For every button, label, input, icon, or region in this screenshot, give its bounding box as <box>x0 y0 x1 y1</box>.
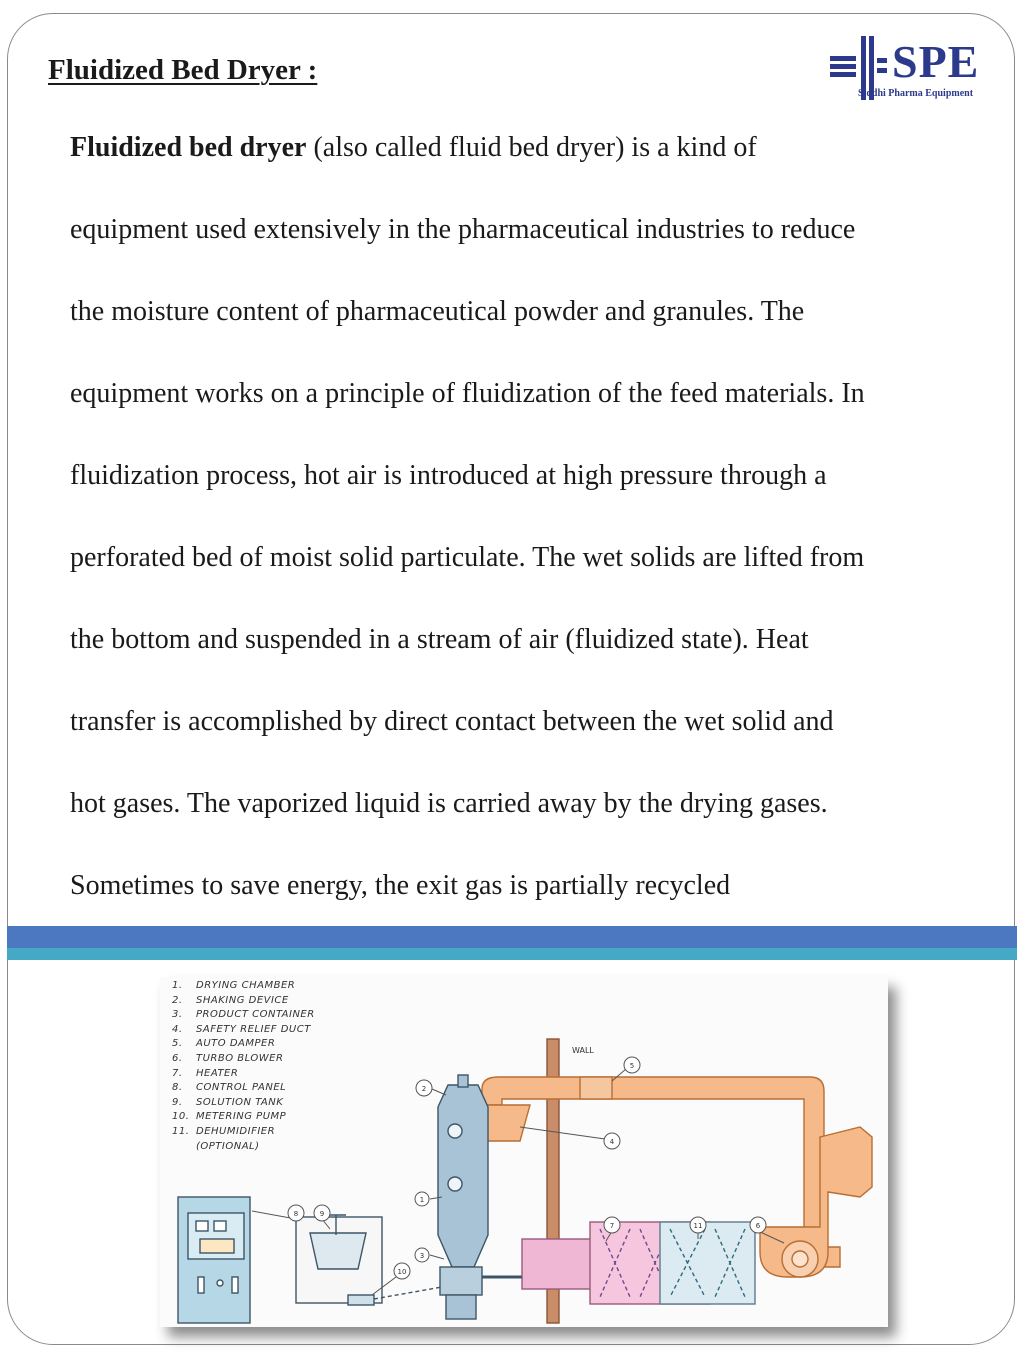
svg-text:6: 6 <box>755 1222 761 1230</box>
svg-text:1: 1 <box>419 1196 425 1204</box>
legend-item: 11. DEHUMIDIFIER <box>172 1125 276 1137</box>
slide-title: Fluidized Bed Dryer : <box>48 54 318 86</box>
svg-text:4: 4 <box>609 1138 615 1146</box>
legend-item: 6. TURBO BLOWER <box>172 1052 284 1064</box>
callout-2 <box>416 1080 446 1096</box>
legend-item: 10. METERING PUMP <box>172 1111 287 1123</box>
decorative-band-blue <box>7 926 1017 948</box>
legend-item: 4. SAFETY RELIEF DUCT <box>172 1023 311 1035</box>
svg-text:10: 10 <box>397 1268 407 1276</box>
legend-item: 5. AUTO DAMPER <box>172 1038 276 1050</box>
paragraph-line: the bottom and suspended in a stream of air (fluidized state). Heat <box>70 624 809 655</box>
legend-item: 9. SOLUTION TANK <box>172 1096 284 1108</box>
logo-tagline: Siddhi Pharma Equipment <box>858 88 974 99</box>
logo-name: SPE <box>892 36 980 87</box>
svg-text:3: 3 <box>419 1252 425 1260</box>
lead-bold-term: Fluidized bed dryer <box>70 132 307 163</box>
svg-text:5: 5 <box>629 1062 635 1070</box>
legend-item: 8. CONTROL PANEL <box>172 1082 287 1094</box>
svg-text:2: 2 <box>421 1085 427 1093</box>
legend-item: 7. HEATER <box>172 1067 239 1079</box>
paragraph-line: transfer is accomplished by direct contact between the wet solid and <box>70 706 834 737</box>
paragraph-line: Sometimes to save energy, the exit gas is partially recycled <box>70 870 731 901</box>
svg-text:11: 11 <box>693 1222 703 1230</box>
paragraph-line: equipment used extensively in the pharmaceutical industries to reduce <box>70 214 856 245</box>
paragraph-line <box>70 122 950 204</box>
paragraph-line: fluidization process, hot air is introduced at high pressure through a <box>70 460 827 491</box>
callout-8 <box>252 1205 304 1221</box>
decorative-band-teal <box>7 948 1017 960</box>
paragraph-line: the moisture content of pharmaceutical powder and granules. The <box>70 296 805 327</box>
svg-text:7: 7 <box>609 1222 615 1230</box>
drying-chamber <box>438 1085 488 1267</box>
callout-4 <box>520 1127 620 1149</box>
paragraph-line-text: (also called fluid bed dryer) is a kind of <box>306 132 757 163</box>
legend-item: (OPTIONAL) <box>196 1140 260 1152</box>
legend-item: 1. DRYING CHAMBER <box>172 980 296 991</box>
legend-item: 3. PRODUCT CONTAINER <box>172 1009 315 1021</box>
legend-item: 2. SHAKING DEVICE <box>172 994 289 1006</box>
fluid-bed-dryer-diagram <box>160 977 888 1327</box>
paragraph-line: perforated bed of moist solid particulate. The wet solids are lifted from <box>70 542 865 573</box>
wall-label: WALL <box>572 1046 594 1055</box>
svg-text:9: 9 <box>319 1210 325 1218</box>
auto-damper <box>580 1077 612 1099</box>
metering-pump <box>348 1295 374 1305</box>
paragraph-line: hot gases. The vaporized liquid is carried away by the drying gases. <box>70 788 828 819</box>
paragraph-line: equipment works on a principle of fluidization of the feed materials. In <box>70 378 865 409</box>
svg-text:8: 8 <box>293 1210 299 1218</box>
equipment-drawing <box>160 977 888 1327</box>
body-paragraph <box>70 122 950 942</box>
callout-3 <box>415 1248 444 1262</box>
spe-logo <box>828 34 988 104</box>
